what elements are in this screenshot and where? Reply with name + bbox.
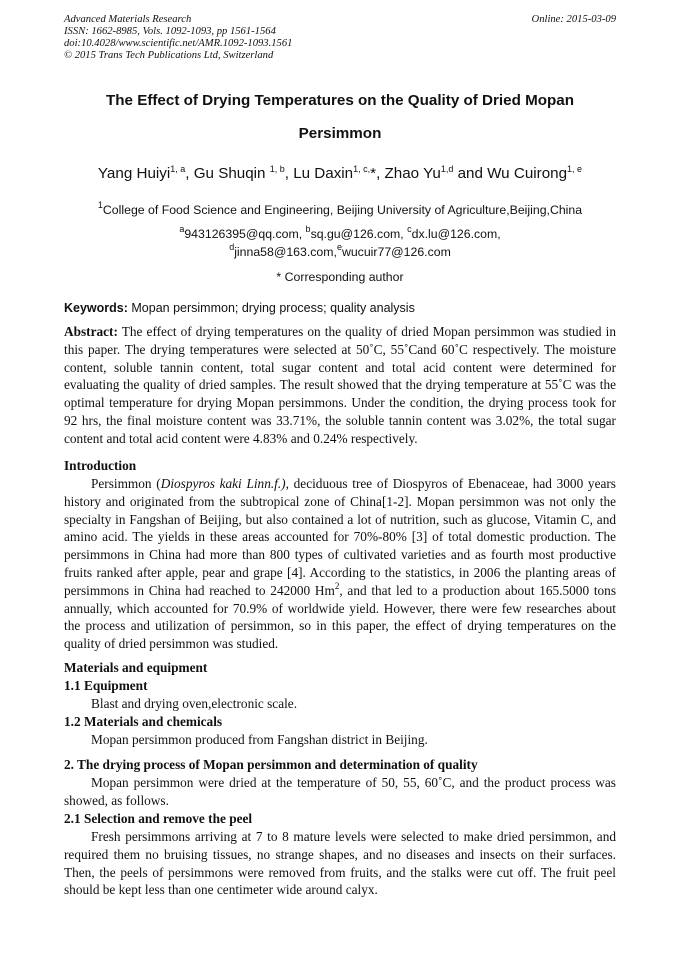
- author-separator: ,: [185, 165, 194, 182]
- page-header: [64, 14, 616, 62]
- author-affiliation-mark: 1, b: [269, 164, 285, 174]
- email-mark: e: [336, 242, 342, 252]
- unit-superscript: 2: [334, 580, 340, 591]
- corresponding-author-note: * Corresponding author: [276, 270, 404, 284]
- journal-name: Advanced Materials Research: [64, 14, 192, 25]
- introduction-paragraph: [64, 475, 616, 653]
- selection-paragraph: Fresh persimmons arriving at 7 to 8 mature levels were selected to make dried persimmon, and required them no bruising tissues, no strange shapes, and no diseases and insects on their surfaces. Then, the peels of persimmons were removed from fruits, and the stalks were cut off. The fruit peel should be kept less than one centimeter wide around calyx.: [64, 829, 616, 898]
- keywords-label: Keywords:: [64, 301, 128, 315]
- abstract: [64, 323, 616, 448]
- paper-title-line-1: The Effect of Drying Temperatures on the Quality of Dried Mopan: [105, 92, 575, 109]
- keywords: [64, 301, 616, 315]
- author-affiliation-mark: 1, e: [567, 164, 583, 174]
- email-line-1: [64, 224, 616, 241]
- author-separator: and: [453, 165, 488, 182]
- subsection-heading-equipment: 1.1 Equipment: [64, 678, 148, 693]
- section-heading-materials: Materials and equipment: [64, 660, 208, 675]
- email-address: jinna58@163.com,: [234, 245, 337, 259]
- intro-text-c: , and that led to a production about 165.5000 tons annually, which accounted for 70.9% of worldwide yield. However, there were few researches about the process and utilization of persimmon, so in this paper, the effect of drying temperatures on the quality of dried persimmon was studied.: [64, 582, 616, 652]
- author-affiliation-mark: 1, a: [170, 164, 186, 174]
- email-mark: b: [305, 224, 311, 234]
- author-name: Gu Shuqin: [193, 165, 270, 182]
- subsection-heading-materials-chemicals: 1.2 Materials and chemicals: [64, 714, 223, 729]
- copyright-line: © 2015 Trans Tech Publications Ltd, Switzerland: [64, 50, 274, 61]
- keywords-text: Mopan persimmon; drying process; quality analysis: [127, 301, 415, 315]
- doi-line: doi:10.4028/www.scientific.net/AMR.1092-1093.1561: [64, 38, 293, 49]
- email-address: wucuir77@126.com: [341, 245, 451, 259]
- author-affiliation-mark: 1,d: [440, 164, 454, 174]
- email-address: dx.lu@126.com,: [411, 227, 501, 241]
- author-affiliation-mark: 1, c,: [353, 164, 371, 174]
- equipment-text: Blast and drying oven,electronic scale.: [91, 696, 298, 711]
- materials-text: Mopan persimmon produced from Fangshan district in Beijing.: [91, 732, 428, 747]
- abstract-label: Abstract:: [64, 324, 118, 339]
- email-mark: a: [179, 224, 185, 234]
- section-heading-introduction: Introduction: [64, 458, 137, 473]
- author-separator: ,: [284, 165, 294, 182]
- email-mark: d: [229, 242, 235, 252]
- affiliation-number: 1: [97, 200, 103, 210]
- author-list: [64, 165, 616, 182]
- online-date: Online: 2015-03-09: [531, 14, 616, 25]
- affiliation: [64, 200, 616, 217]
- section-heading-drying-process: 2. The drying process of Mopan persimmon and determination of quality: [64, 757, 478, 772]
- intro-text-a: Persimmon (: [91, 476, 161, 491]
- species-name: Diospyros kaki Linn.f.): [160, 476, 286, 491]
- subsection-heading-selection: 2.1 Selection and remove the peel: [64, 811, 253, 826]
- author-name: Wu Cuirong: [487, 165, 568, 182]
- author-name: Zhao Yu: [384, 165, 441, 182]
- email-address: sq.gu@126.com,: [310, 227, 408, 241]
- intro-text-b: , deciduous tree of Diospyros of Ebenaceae, had 3000 years history and originated from the subtropical zone of China[1-2]. Mopan persimmon was not only the specialty in Fangshan of Beijing, but also contained a lot of nutrition, such as glucose, Vitamin C, and amino acid. The yields in these areas accounted for 70%-80% [3] of total domestic production. The persimmons in China had more than 800 types of cultivated varieties and as fourth most productive fruits ranked after apple, pear and grape [4]. According to the statistics, in 2006 the planting areas of persimmons in China had reached to 242000 Hm: [64, 476, 616, 598]
- drying-process-paragraph: Mopan persimmon were dried at the temperature of 50, 55, 60˚C, and the product process was showed, as follows.: [64, 775, 616, 808]
- email-address: 943126395@qq.com,: [184, 227, 306, 241]
- author-separator: *,: [370, 165, 385, 182]
- abstract-text: The effect of drying temperatures on the quality of dried Mopan persimmon was studied in this paper. The drying temperatures were selected at 50˚C, 55˚Cand 60˚C respectively. The moisture content, soluble tannin content, total sugar content and total acid content were determined for evaluating the quality of dried samples. The result showed that the drying temperature at 55˚C was the optimal temperature for drying Mopan persimmons. Under the condition, the drying process took for 92 hrs, the final moisture content was 33.71%, the soluble tannin content was 3.02%, the total sugar content and total acid content were 4.83% and 0.24% respectively.: [64, 324, 616, 446]
- author-name: Yang Huiyi: [97, 165, 171, 182]
- affiliation-text: College of Food Science and Engineering, Beijing University of Agriculture,Beijing,China: [102, 203, 583, 217]
- author-name: Lu Daxin: [293, 165, 354, 182]
- email-mark: c: [407, 224, 412, 234]
- paper-title-line-2: Persimmon: [298, 125, 382, 142]
- issn-line: ISSN: 1662-8985, Vols. 1092-1093, pp 1561-1564: [64, 26, 276, 37]
- email-line-2: [64, 242, 616, 259]
